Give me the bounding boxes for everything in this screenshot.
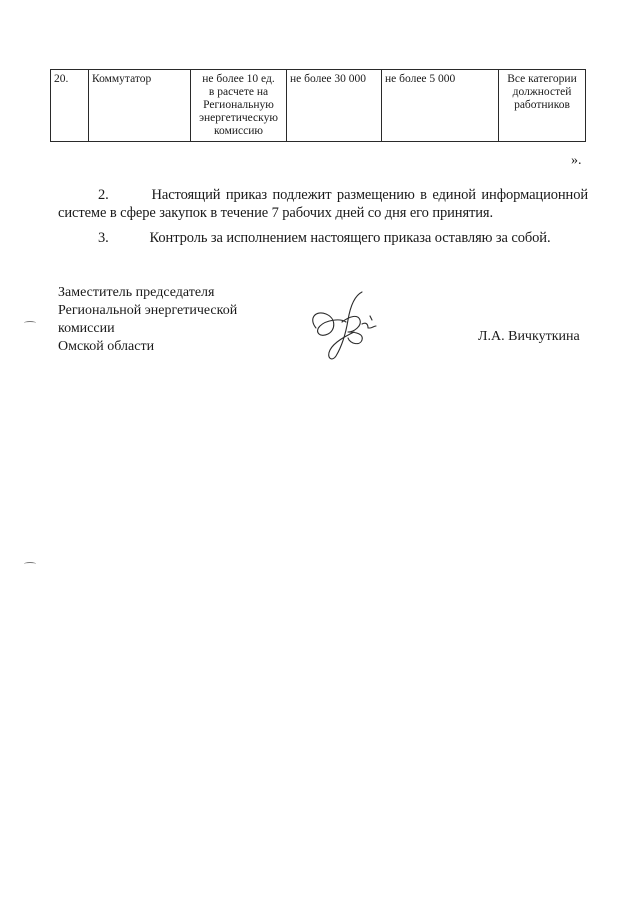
category-line: Все категории xyxy=(507,73,577,85)
paragraph-2 xyxy=(58,186,588,222)
signer-title-line: комиссии xyxy=(58,321,115,336)
signer-title-line: Омской области xyxy=(58,339,155,354)
paragraph-number: 3. xyxy=(98,230,109,246)
category-line: работников xyxy=(514,99,570,111)
paragraph-number: 2. xyxy=(98,187,109,203)
signer-name: Л.А. Вичкуткина xyxy=(478,329,580,344)
quantity-line: энергетическую xyxy=(199,112,278,124)
scan-mark xyxy=(24,321,36,325)
row-price-cell: не более 30 000 xyxy=(287,70,382,142)
scan-mark xyxy=(24,562,36,566)
signer-title xyxy=(58,284,237,356)
signer-title-line: Региональной энергетической xyxy=(58,303,238,318)
category-line: должностей xyxy=(512,86,572,98)
specification-table xyxy=(50,69,586,142)
row-number-cell: 20. xyxy=(51,70,89,142)
row-quantity-cell xyxy=(191,70,287,142)
table-row xyxy=(51,70,586,142)
row-name-cell: Коммутатор xyxy=(89,70,191,142)
quantity-line: не более 10 ед. xyxy=(202,73,275,85)
paragraph-3 xyxy=(58,229,588,247)
row-sum-cell: не более 5 000 xyxy=(382,70,499,142)
paragraph-text: Контроль за исполнением настоящего приказа оставляю за собой. xyxy=(149,230,551,246)
signer-title-line: Заместитель председателя xyxy=(58,285,215,300)
quantity-line: Региональную xyxy=(203,99,274,111)
quantity-line: комиссию xyxy=(214,125,263,137)
handwritten-signature xyxy=(306,288,384,362)
row-category-cell xyxy=(499,70,586,142)
paragraph-text: Настоящий приказ подлежит размещению в единой информационной системе в сфере закупок в течение 7 рабочих дней со дня его принятия. xyxy=(58,187,589,221)
quantity-line: в расчете на xyxy=(208,86,269,98)
closing-quote: ». xyxy=(571,153,582,168)
